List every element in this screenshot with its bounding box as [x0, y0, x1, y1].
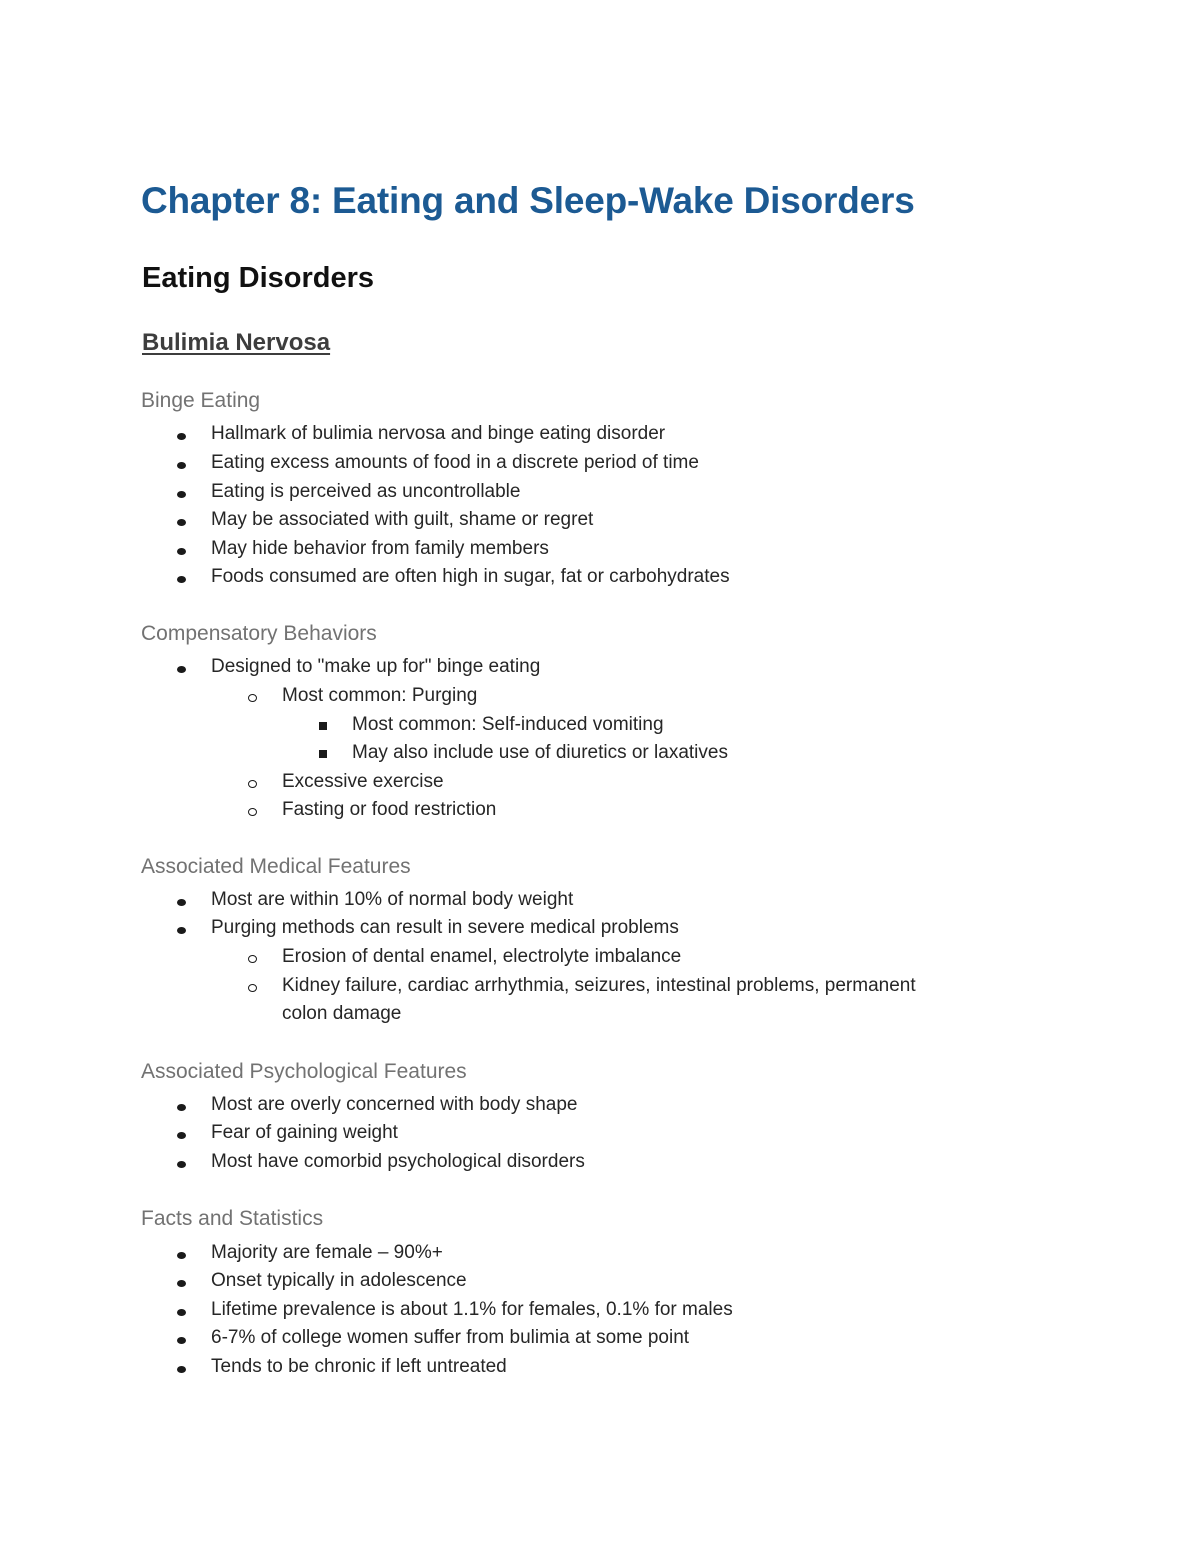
- bullet-disc-icon: [177, 1252, 186, 1259]
- list-item: 6-7% of college women suffer from bulimia at some point: [211, 1327, 690, 1348]
- list-item: May also include use of diuretics or laxatives: [352, 742, 728, 763]
- group-heading-compensatory-behaviors: Compensatory Behaviors: [141, 622, 377, 645]
- list-item: Purging methods can result in severe medical problems: [211, 917, 679, 938]
- bullet-square-icon: [319, 722, 327, 730]
- bullet-disc-icon: [177, 927, 186, 934]
- list-item: Most common: Purging: [282, 685, 478, 706]
- bullet-disc-icon: [177, 433, 186, 440]
- bullet-disc-icon: [177, 1366, 186, 1373]
- group-heading-facts-statistics: Facts and Statistics: [141, 1207, 324, 1230]
- list-item: Hallmark of bulimia nervosa and binge eating disorder: [211, 423, 666, 444]
- bullet-circle-icon: [248, 808, 257, 816]
- list-item: Most have comorbid psychological disorders: [211, 1151, 585, 1172]
- list-item: Majority are female – 90%+: [211, 1242, 443, 1263]
- list-item: Onset typically in adolescence: [211, 1270, 467, 1291]
- list-item: Lifetime prevalence is about 1.1% for females, 0.1% for males: [211, 1299, 733, 1320]
- bullet-disc-icon: [177, 519, 186, 526]
- bullet-disc-icon: [177, 548, 186, 555]
- bullet-disc-icon: [177, 666, 186, 673]
- bullet-disc-icon: [177, 1132, 186, 1139]
- list-item: Kidney failure, cardiac arrhythmia, seizures, intestinal problems, permanent: [282, 975, 916, 996]
- list-item: Most common: Self-induced vomiting: [352, 714, 664, 735]
- bullet-disc-icon: [177, 899, 186, 906]
- list-item-continuation: colon damage: [282, 1003, 402, 1024]
- list-item: Erosion of dental enamel, electrolyte imbalance: [282, 946, 682, 967]
- bullet-disc-icon: [177, 462, 186, 469]
- list-item: Most are within 10% of normal body weight: [211, 889, 574, 910]
- bullet-disc-icon: [177, 1161, 186, 1168]
- bullet-square-icon: [319, 750, 327, 758]
- list-item: Eating is perceived as uncontrollable: [211, 481, 521, 502]
- list-item: May hide behavior from family members: [211, 538, 549, 559]
- bullet-disc-icon: [177, 1309, 186, 1316]
- section-heading: Eating Disorders: [142, 262, 375, 294]
- list-item: Most are overly concerned with body shape: [211, 1094, 578, 1115]
- list-item: Eating excess amounts of food in a discrete period of time: [211, 452, 699, 473]
- list-item: Designed to "make up for" binge eating: [211, 656, 541, 677]
- bullet-circle-icon: [248, 780, 257, 788]
- bullet-disc-icon: [177, 1280, 186, 1287]
- bullet-disc-icon: [177, 491, 186, 498]
- group-heading-medical-features: Associated Medical Features: [141, 855, 411, 878]
- list-item: Excessive exercise: [282, 771, 444, 792]
- list-item: Fear of gaining weight: [211, 1122, 398, 1143]
- document-title: Chapter 8: Eating and Sleep-Wake Disorders: [141, 180, 915, 221]
- bullet-circle-icon: [248, 955, 257, 963]
- list-item: Tends to be chronic if left untreated: [211, 1356, 507, 1377]
- bullet-circle-icon: [248, 694, 257, 702]
- subsection-heading: Bulimia Nervosa: [142, 329, 331, 356]
- bullet-circle-icon: [248, 984, 257, 992]
- bullet-disc-icon: [177, 576, 186, 583]
- bullet-disc-icon: [177, 1104, 186, 1111]
- bullet-disc-icon: [177, 1337, 186, 1344]
- group-heading-binge-eating: Binge Eating: [141, 389, 261, 412]
- group-heading-psychological-features: Associated Psychological Features: [141, 1060, 467, 1083]
- list-item: Fasting or food restriction: [282, 799, 497, 820]
- list-item: Foods consumed are often high in sugar, fat or carbohydrates: [211, 566, 730, 587]
- list-item: May be associated with guilt, shame or regret: [211, 509, 594, 530]
